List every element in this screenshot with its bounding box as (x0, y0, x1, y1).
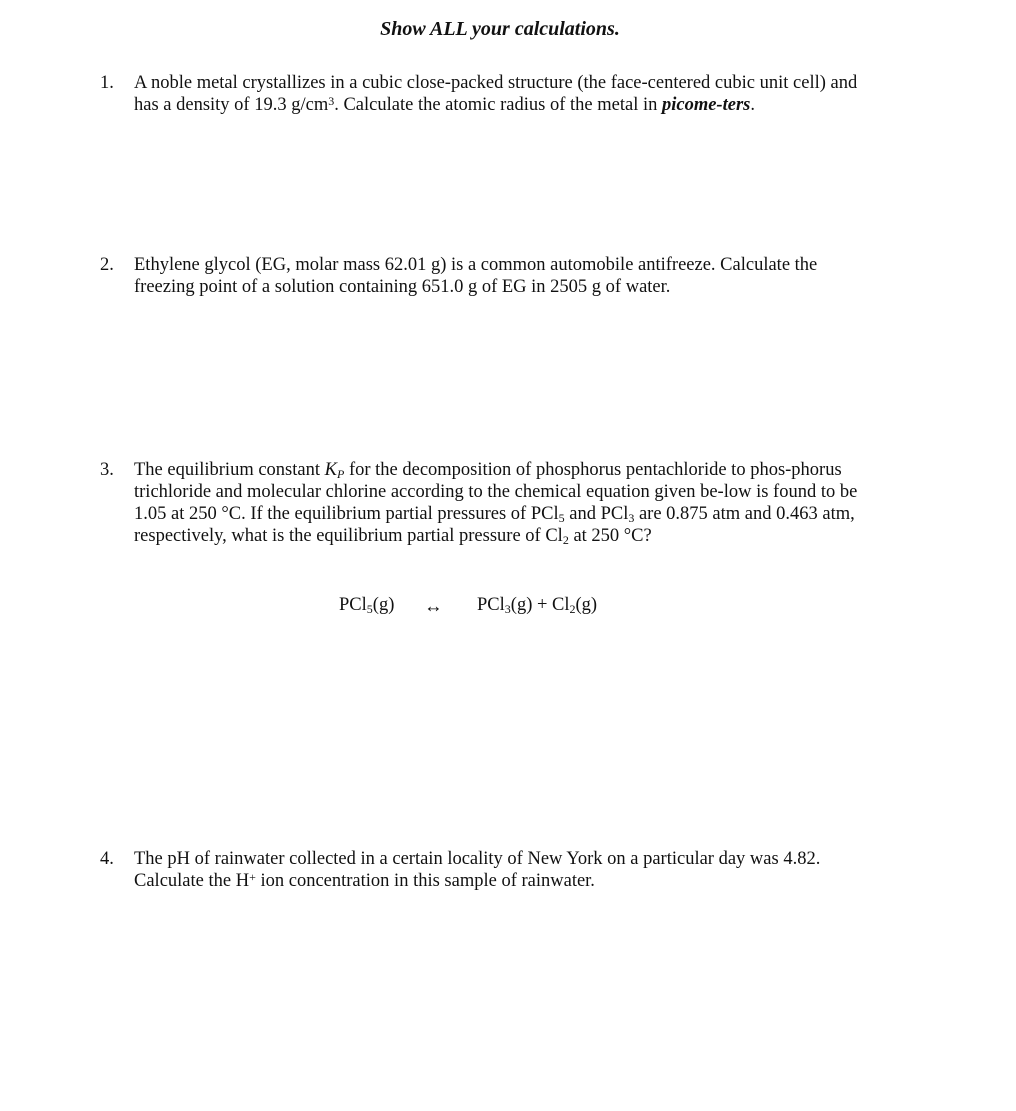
equation-reactant: PCl$_5$(g) (339, 595, 395, 616)
question-text: The equilibrium constant $K_P$ for the decomposition of phosphorus pentachloride to phos-phorus trichloride and molecular chlorine according to the chemical equation given be-low is found to be 1.05 at 250 °C. If the equilibrium partial pressures of PCl$_5$ and PCl$_3$ are 0.875 atm and 0.463 atm, respectively, what is the equilibrium partial pressure of $Cl_2$ at 250 °C? (134, 460, 858, 547)
page-title: Show ALL your calculations. (380, 18, 620, 40)
question-text: A noble metal crystallizes in a cubic close-packed structure (the face-centered cubic unit cell) and has a density of 19.3 $g/cm^3$. Calculate the atomic radius of the metal in picome-ters. (134, 73, 858, 115)
question-number: 1. (100, 73, 114, 93)
question-number: 3. (100, 460, 114, 480)
question-text: The pH of rainwater collected in a certain locality of New York on a particular day was 4.82. Calculate the H+ ion concentration in this sample of rainwater. (134, 849, 821, 891)
question-number: 4. (100, 849, 114, 869)
question-text: Ethylene glycol (EG, molar mass 62.01 g) is a common automobile antifreeze. Calculate the freezing point of a solution containing 651.0 g of EG in 2505 g of water. (134, 255, 818, 297)
equilibrium-arrow-icon: ↔ (424, 597, 443, 617)
question-number: 2. (100, 255, 114, 275)
chemical-equation (0, 594, 1016, 618)
equation-products: $PCl_3(g) + Cl_2(g)$ (477, 595, 598, 616)
